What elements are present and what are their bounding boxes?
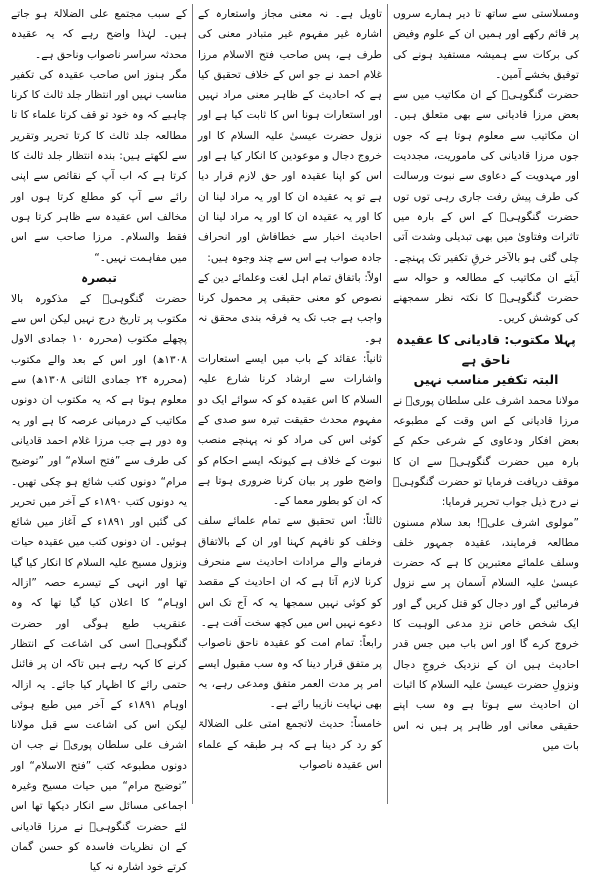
paragraph: خامساً: حدیث لاتجمع امتی علی الضلالۃ کو رد کر دینا ہے کہ ہر طبقہ کے علماء اس عقیدہ ناصواب xyxy=(198,718,382,771)
section-heading: پہلا مکتوب: قادیانی کا عقیدہ ناحق ہے البتہ تکفیر مناسب نہیں xyxy=(396,331,576,387)
text-column-right xyxy=(388,4,584,804)
paragraph: مگر ہنوز اس صاحب عقیدہ کی تکفیر مناسب نہیں اور انتظار جلد ثالث کا کرنا چاہیے کہ وہ خود تو قف کرتا علماء کا تا مطالعہ جلد ثالث کا کرتا تحریر وتقریر سے لکھتے ہیں: بندہ انتظار جلد ثالث کا کرتا ہے کہ اب آپ کے نقائص سے اپنی رائے سے آپ کو مطلع کرتا ہوں اور مخالف اس عقیدہ سے ظاہر کرتا ہوں فقط والسلام۔ مرزا صاحب سے اس میں مفاہمت نہیں۔“ xyxy=(11,68,187,264)
paragraph: مولانا محمد اشرف علی سلطان پوریؒ نے مرزا قادیانی کے اس وقت کے مطبوعہ بعض افکار ودعاوی کے شرعی حکم کے بارہ میں حضرت گنگوہیؒ سے ان کا موقف دریافت فرمایا تو حضرت گنگوہیؒ نے درج ذیل جواب تحریر فرمایا: xyxy=(393,394,579,509)
paragraph: ومسلاستی سے ساتھ تا دیر ہمارے سروں پر قائم رکھے اور ہمیں ان کے علوم وفیض کی برکات سے ہمیشہ مستفید ہونے کی توفیق بخشے آمین۔ xyxy=(393,8,579,81)
paragraph: اولاً: باتفاق تمام اہل لغت وعلمائے دین کے نصوص کو معنی حقیقی پر محمول کرنا واجب ہے جب تک یہ فرقہ بندی محقق نہ ہو۔ xyxy=(198,271,382,345)
section-subheading: تبصرہ xyxy=(81,270,117,285)
paragraph: تاویل ہے۔ نہ معنی مجاز واستعارہ کے اشارہ غیر مفہوم غیر متبادر معنی کی طرف ہے، پس صاحب فتح الاسلام مرزا غلام احمد نے جو اس کے خلاف تحقیق کیا ہے کہ احادیث کے ظاہر معنی مراد نہیں اور استعارات ہونا اس کا ثابت کیا ہے اور نزول حضرت عیسیٰ علیہ السلام کا اور خروج دجال و موعودین کا انکار کیا ہے اور اس کو اپنا عقیدہ اور حق لازم قرار دیا ہے تو یہ عقیدہ ان کا اور یہ مراد لینا ان کا اور یہ عقیدہ ان کا اور یہ مراد لینا ان احادیث اخبار سے خطافاش اور انحراف جادہ صواب ہے اس سے چند وجوہ ہیں: xyxy=(198,8,382,264)
text-column-middle xyxy=(192,4,388,804)
paragraph: حضرت گنگوہیؒ کے مذکورہ بالا مکتوب پر تاریخ درج نہیں لیکن اس سے پچھلے مکتوب (محررہ ۱۰ جمادی الاول ۱۳۰۸ھ) اور اس کے بعد والے مکتوب (محررہ ۲۴ جمادی الثانی ۱۳۰۸ھ) سے معلوم ہوتا ہے کہ یہ مکتوب ان دونوں مکاتیب کے درمیانی عرصہ کا ہے اور یہ وہ دور ہے جب مرزا غلام احمد قادیانی کی طرف سے ”فتح اسلام“ اور ”توضیح مرام“ دونوں کتب شائع ہو چکی تھیں۔ یہ دونوں کتب ۱۸۹۰ء کے آخر میں تحریر کی گئیں اور ۱۸۹۱ء کے آغاز میں شائع ہوئیں۔ ان دونوں کتب میں عقیدہ حیات ونزول مسیح علیہ السلام کا انکار کیا گیا تھا اور انہی کے تیسرے حصہ ”ازالہ اوہام“ کا اعلان کیا گیا تھا کہ وہ عنقریب طبع ہوگی اور حضرت گنگوہیؒ اسی کی اشاعت کے انتظار کرنے کا کہہ رہے ہیں تاکہ ان پر فائنل حتمی رائے کا اظہار کیا جائے۔ یہ ازالہ اوہام ۱۸۹۱ء کے آخر میں طبع ہوئی لیکن اس کی اشاعت سے قبل مولانا اشرف علی سلطان پوریؒ نے جب ان دونوں مطبوعہ کتب ”فتح الاسلام“ اور ”توضیح مرام“ میں حیات مسیح وغیرہ اجماعی مسائل سے انکار دیکھا تھا اس لئے حضرت گنگوہیؒ نے مرزا قادیانی کے ان نظریات فاسدہ کو حسن گمان کرتے خود اشارہ نہ کیا xyxy=(11,292,188,874)
paragraph: ثانیاً: عقائد کے باب میں ایسے استعارات واشارات سے ارشاد کرنا شارع علیہ السلام کا اس عقیدہ کو کہ سوائے ایک دو مفہوم محدث حقیقت تیرہ سو صدی کے کوئی اس کی مراد کو نہ پہنچے منصب نبوت کے خلاف ہے کیونکہ ایسے احکام کو واضح طور پر بیان کرنا ضروری ہوتا ہے کہ ان کو بطور معما کے۔ xyxy=(198,353,382,508)
paragraph: رابعاً: تمام امت کو عقیدہ ناحق ناصواب پر متفق قرار دینا کہ وہ سب مقبول ایسے امر پر مدت العمر متفق ومدعی رہے، یہ بھی نہایت نازیبا رائے ہے۔ xyxy=(198,637,382,711)
paragraph: کے سبب مجتمع علی الضلالۃ ہو جاتے ہیں۔ لہٰذا واضح رہے کہ یہ عقیدہ محدثہ سراسر ناصواب وناحق ہے۔ xyxy=(11,8,187,61)
paragraph: ثالثاً: اس تحقیق سے تمام علمائے سلف وخلف کو نافہم کہنا اور ان کے بالاتفاق فرمانے والے مرادات احادیث سے منحرف کرنا لازم آتا ہے کہ ان احادیث کے مقصد کو کوئی نہیں سمجھا یہ کہ آج تک اس دعوے نہیں اس میں کچھ سخت آفت ہے۔ xyxy=(198,515,382,629)
paragraph: حضرت گنگوہیؒ کے ان مکاتیب میں سے بعض مرزا قادیانی سے بھی متعلق ہیں۔ ان مکاتیب سے معلوم ہوتا ہے کہ جوں جوں مرزا قادیانی کی ماموریت، مجددیت اور مہدویت کے دعاوی سے نبوت ورسالت کی طرف پیش رفت جاری رہی توں توں حضرت گنگوہیؒ کے اس کے بارہ میں تاثرات وفتاویٰ میں بھی تبدیلی وشدت آتی چلی گئی ہو بالآخر خرقِ تکفیر تک پہنچے۔ آیئے ان مکاتیب کے مطالعہ و حوالہ سے حضرت گنگوہیؒ کا نکتہ نظر سمجھنے کی کوشش کریں۔ xyxy=(393,89,579,325)
letter-quote: ”مولوی اشرف علیؒ! بعد سلام مسنون مطالعہ فرمایند، عقیدہ جمہور خلف وسلف علمائے معتبرین کا ہے کہ حضرت عیسیٰ علیہ السلام آسمان پر سے نزول فرمائیں گے اور دجال کو قتل کریں گے اور ایک شخص خاص نزدِ مدعی الوہیت کا خروج کرے گا اور اس باب میں جس قدر احادیث ہیں ان کے نزدیک خروجِ دجال ونزولِ حضرت عیسیٰ علیہ السلام کا اثبات ان احادیث سے ہوتا ہے وہ سب اپنے حقیقی معانی اور ظاہر پر ہیں نہ اس بات میں xyxy=(393,516,579,752)
text-column-left xyxy=(6,4,192,874)
